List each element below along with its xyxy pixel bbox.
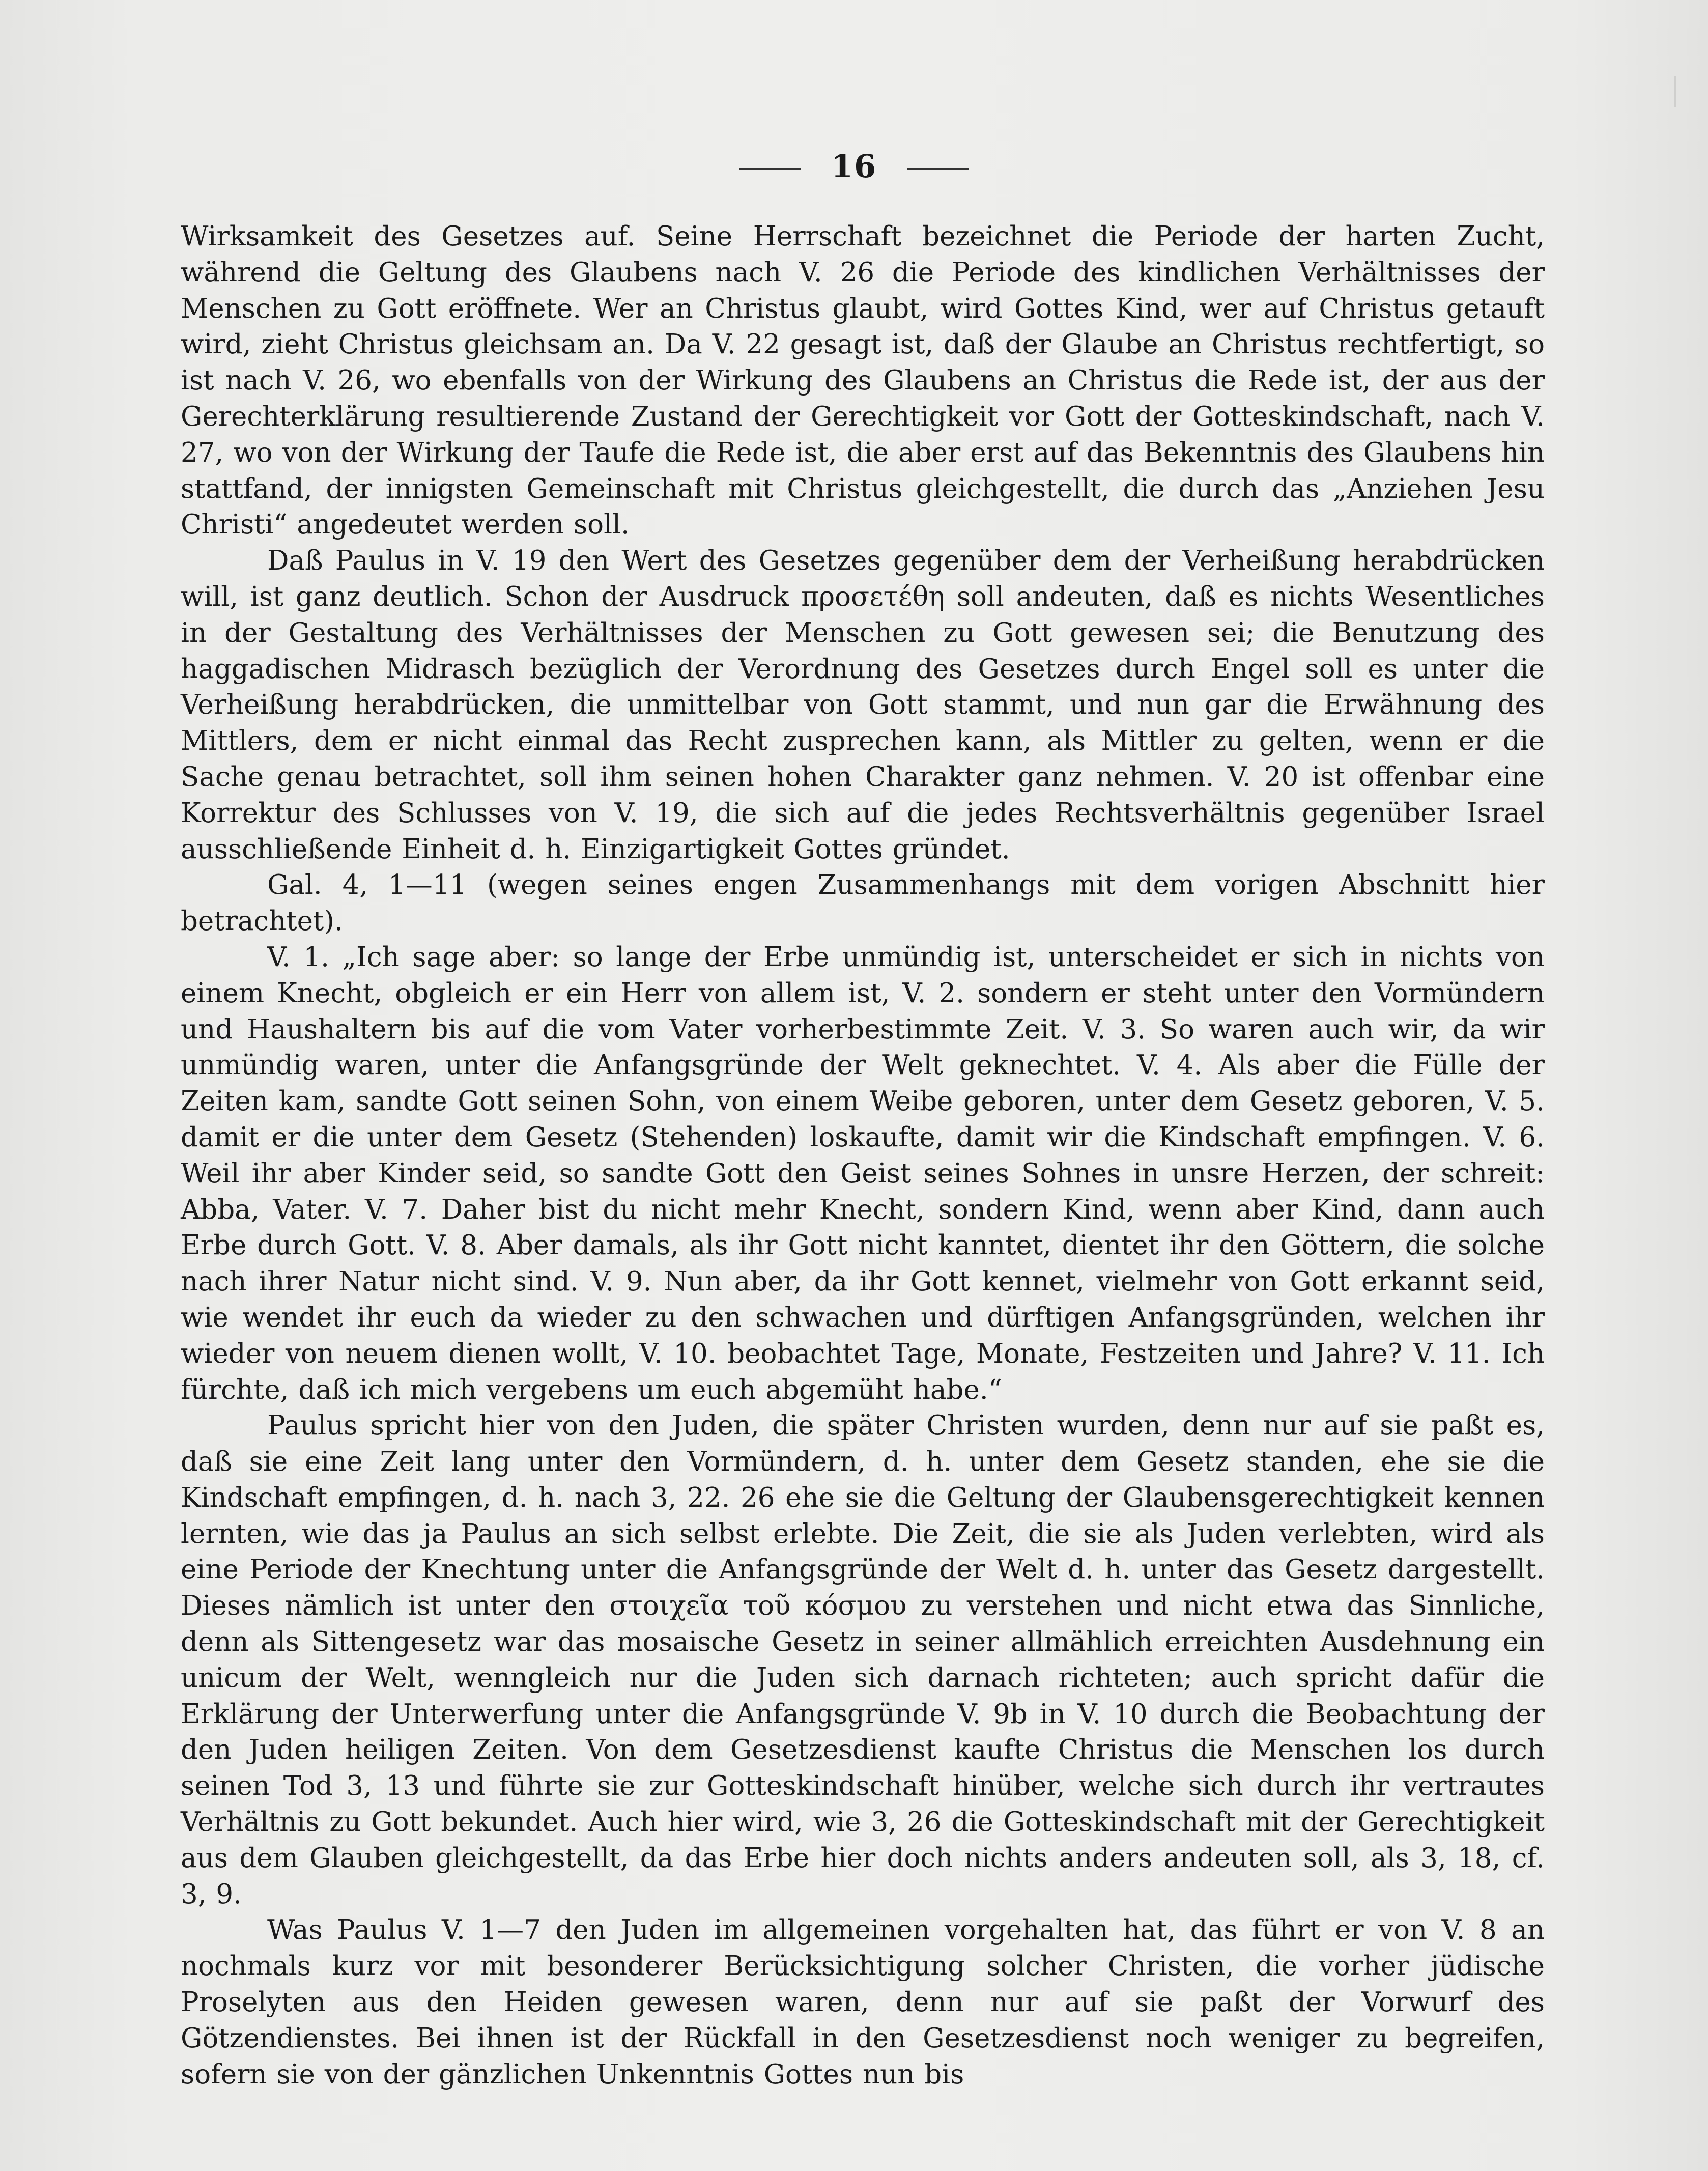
paragraph-quotation: V. 1. „Ich sage aber: so lange der Erbe unmündig ist, unterscheidet er sich in nichts von einem Knecht, obgleich er ein Herr von allem ist, V. 2. sondern er steht unter den Vormündern und Haushaltern bis auf die vom Vater vorherbestimmte Zeit. V. 3. So waren auch wir, da wir unmündig waren, unter die Anfangsgründe der Welt geknechtet. V. 4. Als aber die Fülle der Zeiten kam, sandte Gott seinen Sohn, von einem Weibe geboren, unter dem Gesetz geboren, V. 5. damit er die unter dem Gesetz (Stehenden) loskaufte, damit wir die Kindschaft empfingen. V. 6. Weil ihr aber Kinder seid, so sandte Gott den Geist seines Sohnes in unsre Herzen, der schreit: Abba, Vater. V. 7. Daher bist du nicht mehr Knecht, sondern Kind, wenn aber Kind, dann auch Erbe durch Gott. V. 8. Aber damals, als ihr Gott nicht kanntet, dientet ihr den Göttern, die solche nach ihrer Natur nicht sind. V. 9. Nun aber, da ihr Gott kennet, vielmehr von Gott erkannt seid, wie wendet ihr euch da wieder zu den schwachen und dürftigen Anfangsgründen, welchen ihr wieder von neuem dienen wollt, V. 10. beobachtet Tage, Monate, Festzeiten und Jahre? V. 11. Ich fürchte, daß ich mich vergebens um euch abgemüht habe.“ xyxy=(181,941,1545,1405)
paragraph-continuation: Wirksamkeit des Gesetzes auf. Seine Herrschaft bezeichnet die Periode der harten Zucht, während die Geltung des Glaubens nach V. 26 die Periode des kindlichen Verhältnisses der Menschen zu Gott eröffnete. Wer an Christus glaubt, wird Gottes Kind, wer auf Christus getauft wird, zieht Christus gleichsam an. Da V. 22 gesagt ist, daß der Glaube an Christus rechtfertigt, so ist nach V. 26, wo ebenfalls von der Wirkung des Glaubens an Christus die Rede ist, der aus der Gerechterklärung resultierende Zustand der Gerechtigkeit vor Gott der Gotteskindschaft, nach V. 27, wo von der Wirkung der Taufe die Rede ist, die aber erst auf das Bekenntnis des Glaubens hin stattfand, der innigsten Gemeinschaft mit Christus gleichgestellt, die durch das „Anziehen Jesu Christi“ angedeutet werden soll. xyxy=(181,221,1545,541)
page-header xyxy=(0,148,1708,185)
paragraph-paulus-v19: Daß Paulus in V. 19 den Wert des Gesetzes gegenüber dem der Verheißung herabdrücken will, ist ganz deutlich. Schon der Ausdruck προσετέθη soll andeuten, daß es nichts Wesentliches in der Gestaltung des Verhältnisses der Menschen zu Gott gewesen sei; die Benutzung des haggadischen Midrasch bezüglich der Verordnung des Gesetzes durch Engel soll es unter die Verheißung herabdrücken, die unmittelbar von Gott stammt, und nun gar die Erwähnung des Mittlers, dem er nicht einmal das Recht zusprechen kann, als Mittler zu gelten, wenn er die Sache genau betrachtet, soll ihm seinen hohen Charakter ganz nehmen. V. 20 ist offenbar eine Korrektur des Schlusses von V. 19, die sich auf die jedes Rechtsverhältnis gegenüber Israel ausschließende Einheit d. h. Einzigartigkeit Gottes gründet. xyxy=(181,545,1545,865)
body-text xyxy=(181,219,1545,2093)
header-rule-left xyxy=(739,168,801,170)
scan-edge-mark xyxy=(1674,76,1676,107)
paragraph-closing: Was Paulus V. 1—7 den Juden im allgemeinen vorgehalten hat, das führt er von V. 8 an nochmals kurz vor mit besonderer Berücksichtigung solcher Christen, die vorher jüdische Proselyten aus den Heiden gewesen waren, denn nur auf sie paßt der Vorwurf des Götzendienstes. Bei ihnen ist der Rückfall in den Gesetzesdienst noch weniger zu begreifen, sofern sie von der gänzlichen Unkenntnis Gottes nun bis xyxy=(181,1914,1545,2090)
page-number: 16 xyxy=(831,148,877,185)
paragraph-commentary: Paulus spricht hier von den Juden, die später Christen wurden, denn nur auf sie paßt es, daß sie eine Zeit lang unter den Vormündern, d. h. unter dem Gesetz standen, ehe sie die Kindschaft empfingen, d. h. nach 3, 22. 26 ehe sie die Geltung der Glaubensgerechtigkeit kennen lernten, wie das ja Paulus an sich selbst erlebte. Die Zeit, die sie als Juden verlebten, wird als eine Periode der Knechtung unter die Anfangsgründe der Welt d. h. unter das Gesetz dargestellt. Dieses nämlich ist unter den στοιχεῖα τοῦ κόσμου zu verstehen und nicht etwa das Sinnliche, denn als Sittengesetz war das mosaische Gesetz in seiner allmählich erreichten Ausdehnung ein unicum der Welt, wenngleich nur die Juden sich darnach richteten; auch spricht dafür die Erklärung der Unterwerfung unter die Anfangsgründe V. 9b in V. 10 durch die Beobachtung der den Juden heiligen Zeiten. Von dem Gesetzesdienst kaufte Christus die Menschen los durch seinen Tod 3, 13 und führte sie zur Gotteskindschaft hinüber, welche sich durch ihr vertrautes Verhältnis zu Gott bekundet. Auch hier wird, wie 3, 26 die Gotteskindschaft mit der Gerechtigkeit aus dem Glauben gleichgestellt, da das Erbe hier doch nichts anders andeuten soll, als 3, 18, cf. 3, 9. xyxy=(181,1410,1545,1910)
header-rule-right xyxy=(907,168,969,170)
paragraph-gal-heading: Gal. 4, 1—11 (wegen seines engen Zusammenhangs mit dem vorigen Abschnitt hier betrachtet). xyxy=(181,869,1545,937)
